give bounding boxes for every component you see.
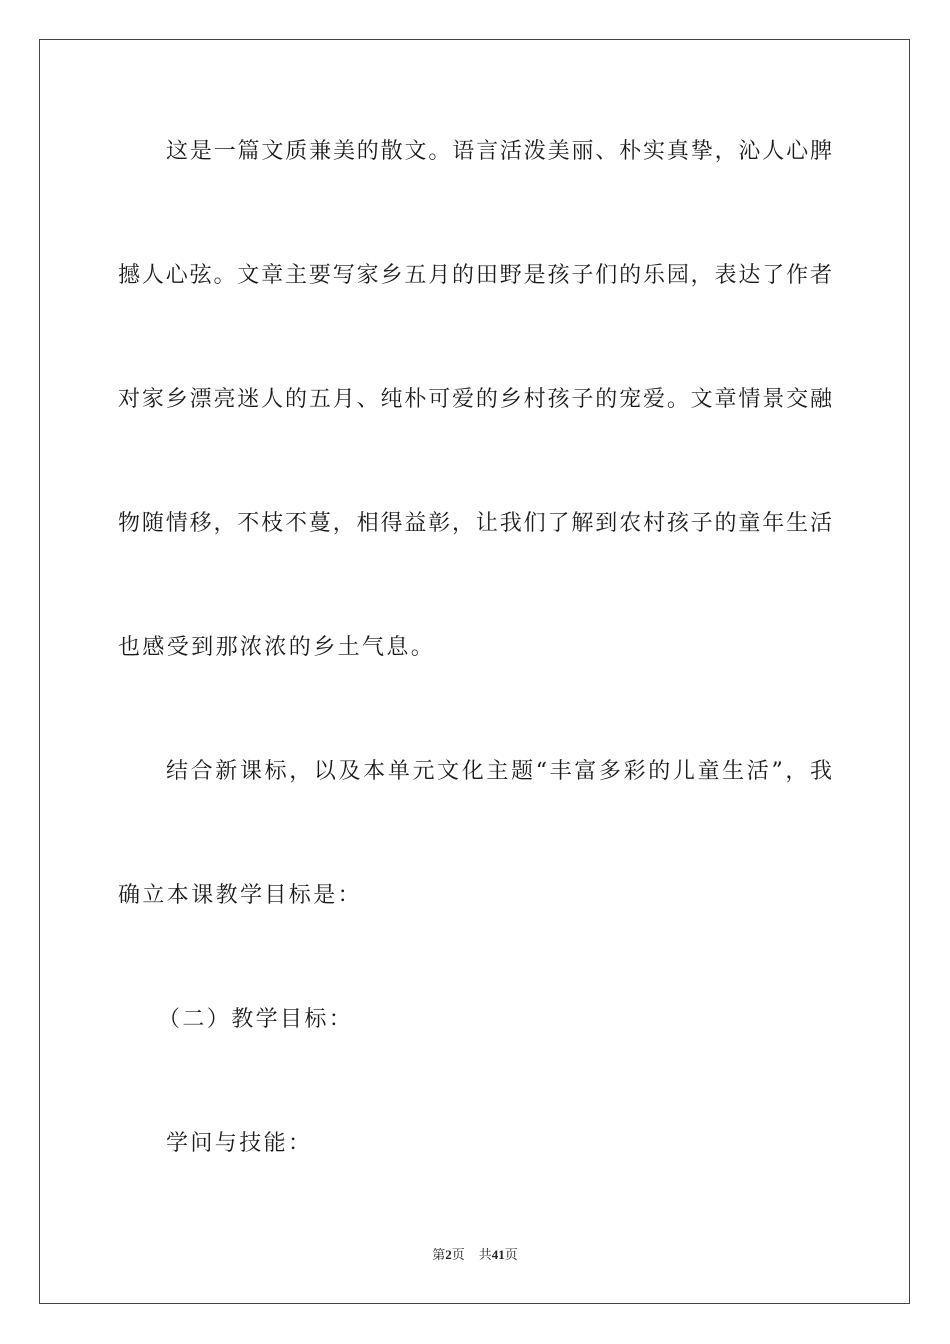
total-suffix: 页 [504,1247,518,1262]
paragraph-line: 确立本课教学目标是： [118,883,363,908]
subsection-heading: 学问与技能： [166,1131,313,1156]
paragraph-line: 这是一篇文质兼美的散文。语言活泼美丽、朴实真挚，沁人心脾 [166,139,832,164]
page-number: 2 [445,1247,452,1262]
page-footer [0,1246,950,1264]
total-prefix: 共 [478,1247,492,1262]
total-pages: 41 [491,1247,505,1262]
paragraph-line: 撼人心弦。文章主要写家乡五月的田野是孩子们的乐园，表达了作者 [118,263,832,288]
paragraph-line: 对家乡漂亮迷人的五月、纯朴可爱的乡村孩子的宠爱。文章情景交融 [118,387,832,412]
paragraph-line: 结合新课标，以及本单元文化主题“丰富多彩的儿童生活”，我 [166,759,832,784]
page-suffix: 页 [451,1247,465,1262]
paragraph-line: 也感受到那浓浓的乡土气息。 [118,635,436,660]
paragraph-line: 物随情移，不枝不蔓，相得益彰，让我们了解到农村孩子的童年生活 [118,511,832,536]
section-heading: （二）教学目标： [158,1007,354,1032]
page-border [39,39,910,1304]
page-prefix: 第 [432,1247,446,1262]
